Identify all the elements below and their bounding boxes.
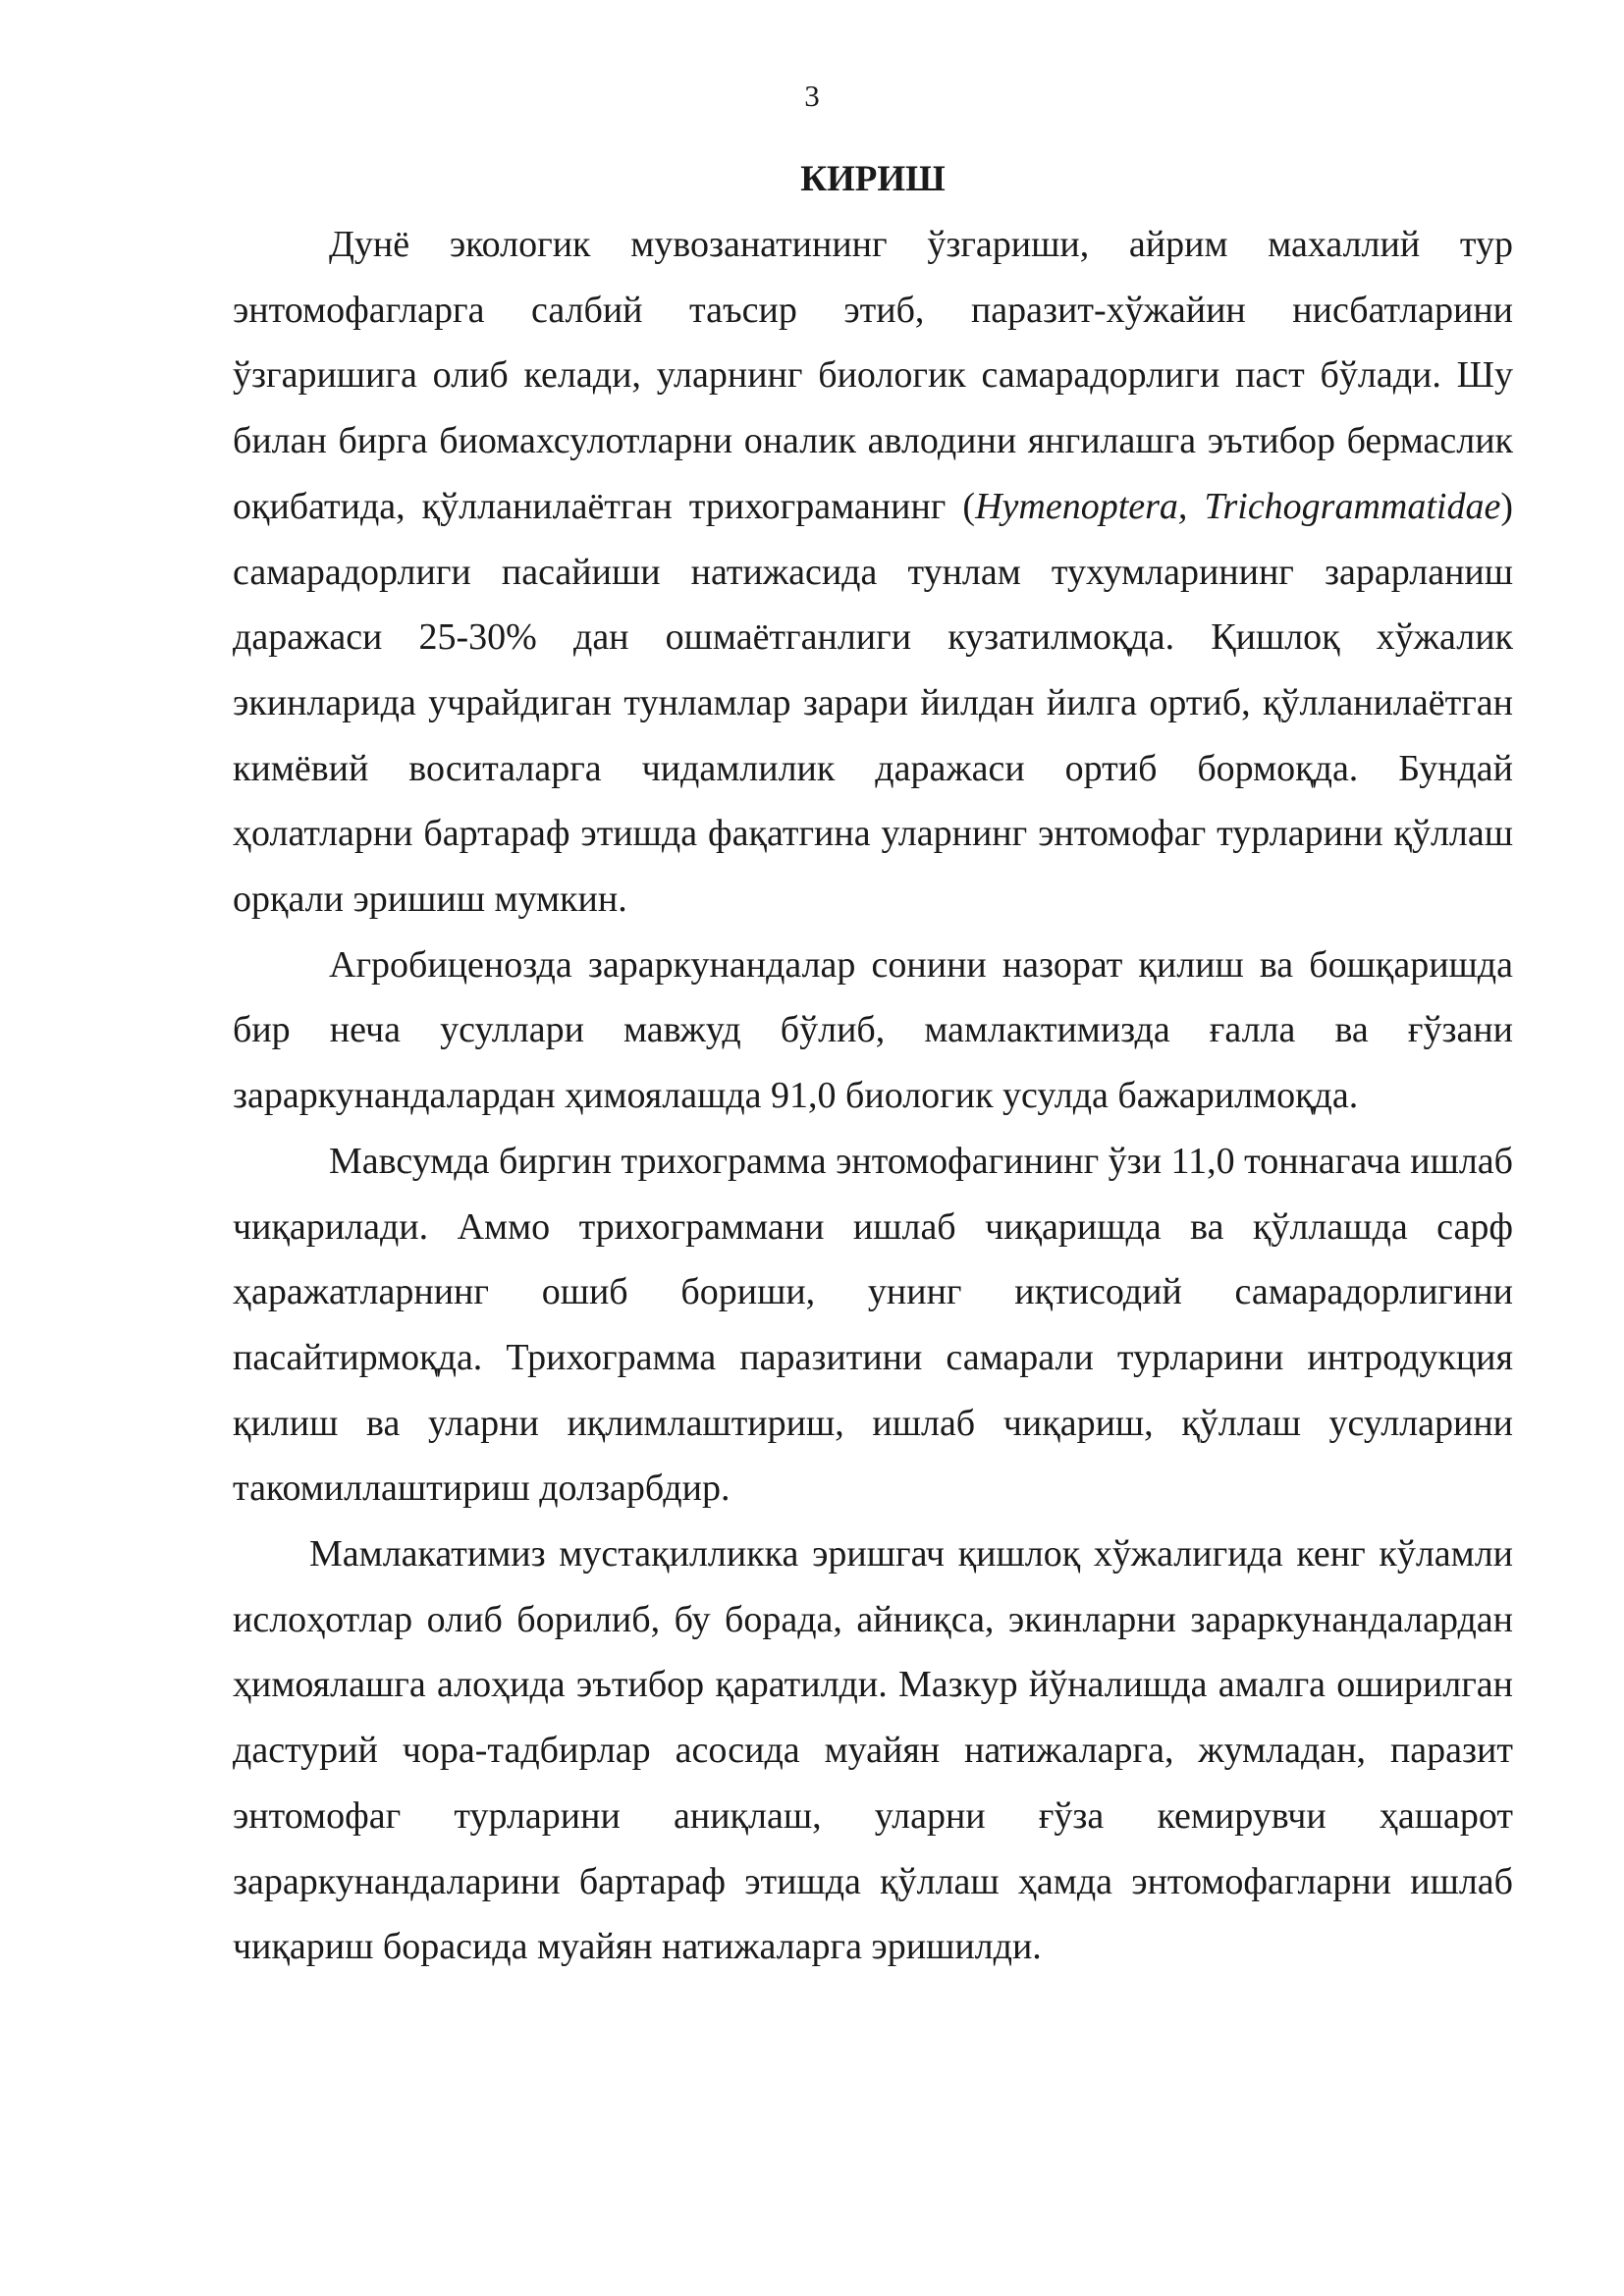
document-body [233, 147, 1513, 1980]
paragraph-1-text-start: Дунё экологик мувозанатининг ўзгариши, айрим махаллий тур энтомофагларга салбий таъсир этиб, паразит-хўжайин нисбатларини ўзгаришига олиб келади, уларнинг биологик самарадорлиги паст бўлади. Шу билан бирга биомахсулотларни оналик авлодини янгилашга эътибор бермаслик оқибатида, қўлланилаётган трихограманинг ( [233, 224, 1513, 527]
paragraph-4: Мамлакатимиз мустақилликка эришгач қишлоқ хўжалигида кенг кўламли ислоҳотлар олиб борилиб, бу борада, айниқса, экинларни зараркунандалардан ҳимоялашга алоҳида эътибор қаратилди. Мазкур йўналишда амалга оширилган дастурий чора-тадбирлар асосида муайян натижаларга, жумладан, паразит энтомофаг турларини аниқлаш, уларни ғўза кемирувчи ҳашарот зараркунандаларини бартараф этишда қўллаш ҳамда энтомофагларни ишлаб чиқариш борасида муайян натижаларга эришилди. [233, 1533, 1513, 1968]
paragraph-2: Агробиценозда зараркунандалар сонини назорат қилиш ва бошқаришда бир неча усуллари мавжуд бўлиб, мамлактимизда ғалла ва ғўзани зараркунандалардан ҳимоялашда 91,0 биологик усулда бажарилмоқда. [233, 943, 1513, 1117]
page-number: 3 [804, 79, 820, 113]
section-title: КИРИШ [800, 159, 946, 199]
paragraph-3: Мавсумда биргин трихограмма энтомофагининг ўзи 11,0 тоннагача ишлаб чиқарилади. Аммо трихограммани ишлаб чиқаришда ва қўллашда сарф ҳаражатларнинг ошиб бориши, унинг иқтисодий самарадорлигини пасайтирмоқда. Трихограмма паразитини самарали турларини интродукция қилиш ва уларни иқлимлаштириш, ишлаб чиқариш, қўллаш усулларини такомиллаштириш долзарбдир. [233, 1140, 1513, 1510]
taxon-name: Hymenoptera, Trichogrammatidae [975, 485, 1501, 527]
paragraph-1 [233, 212, 1513, 933]
paragraph-1-text-end: ) самарадорлиги пасайиши натижасида тунлам тухумларининг зарарланиш даражаси 25-30% дан ошмаётганлиги кузатилмоқда. Қишлоқ хўжалик экинларида учрайдиган тунламлар зарари йилдан йилга ортиб, қўлланилаётган кимёвий воситаларга чидамлилик даражаси ортиб бормоқда. Бундай ҳолатларни бартараф этишда фақатгина уларнинг энтомофаг турларини қўллаш орқали эришиш мумкин. [233, 485, 1513, 921]
